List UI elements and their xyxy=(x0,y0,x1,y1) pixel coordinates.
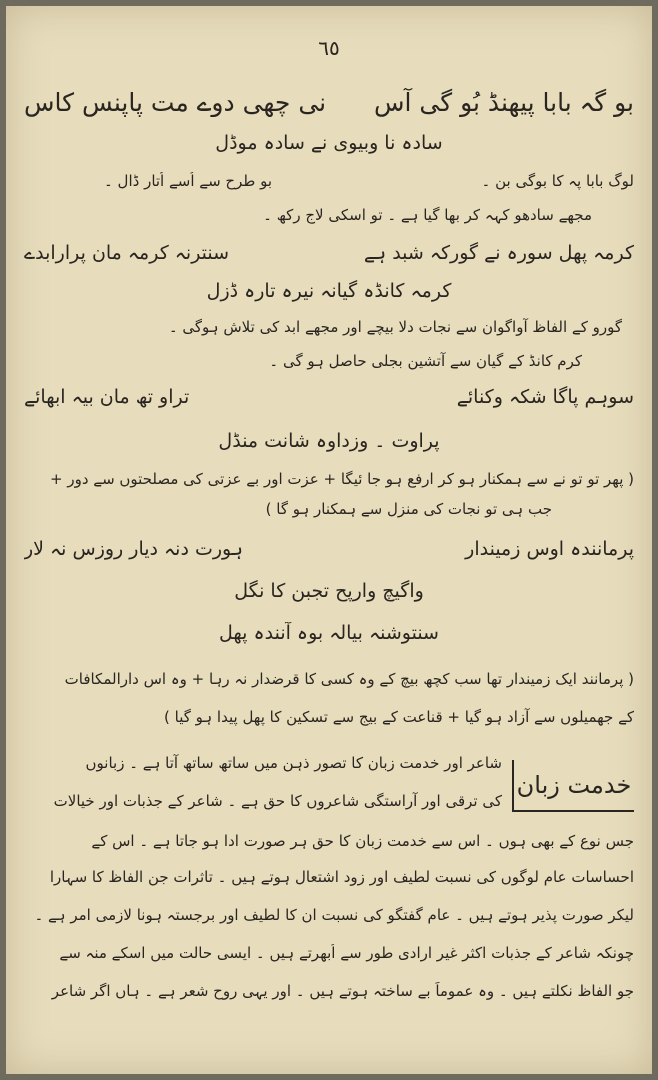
translation-line-17: کے جھمیلوں سے آزاد ہو گیا + قناعت کے بیج سے تسکین کا پھل پیدا ہو گیا ) xyxy=(164,708,634,726)
verse-line-13-left: ہورت دنہ دیار روزس نہ لار xyxy=(24,538,243,560)
verse-line-13 xyxy=(24,538,634,560)
verse-line-14: واگیچ وارپح تجبن کا نگل xyxy=(234,580,424,602)
translation-line-11: ( پھر تو تو نے سے ہمکنار ہو کر ارفع ہو جا ئیگا + عزت اور بے عزتی کی مصلحتوں سے دور + xyxy=(50,470,634,488)
prose-line-22: لیکر صورت پذیر ہوتے ہیں ۔ عام گفتگو کی نسبت ان کا لطیف اور برجستہ ہونا لازمی امر ہے ۔ xyxy=(34,906,634,924)
prose-line-24: جو الفاظ نکلتے ہیں ۔ وہ عموماً بے ساختہ ہوتے ہیں ۔ اور یہی روح شعر ہے ۔ ہاں اگر شاعر xyxy=(51,982,634,1000)
verse-line-10: پراوت ۔ وزداوہ شانت منڈل xyxy=(218,430,440,452)
translation-line-3-left: بو طرح سے اُسے اُتار ڈال ۔ xyxy=(104,172,273,190)
verse-line-9-left: تراو تھ مان بیہ ابھائے xyxy=(24,386,190,408)
verse-line-5-left: سنترنہ کرمہ مان پرارابدے xyxy=(24,242,230,264)
verse-line-13-right: پرمانندہ اوس زمیندار xyxy=(465,538,634,560)
verse-line-1 xyxy=(24,88,634,117)
verse-line-5-right: کرمہ پھل سورہ نے گورکہ شبد ہے xyxy=(363,242,634,264)
verse-line-9-right: سوہم پاگا شکہ وکنائے xyxy=(456,386,634,408)
translation-line-16: ( پرمانند ایک زمیندار تھا سب کچھ بیچ کے وہ کسی کا قرضدار نہ رہا + وہ اس دارالمکافات xyxy=(64,670,634,688)
translation-line-12: جب ہی تو نجات کی منزل سے ہمکنار ہو گا ) xyxy=(265,500,552,518)
translation-line-4: مجھے سادھو کہہ کر بھا گیا ہے ۔ تو اسکی لاج رکھ ۔ xyxy=(263,206,592,224)
verse-line-9 xyxy=(24,386,634,408)
verse-line-1-right: بو گہ بابا پیھنڈ بُو گی آس xyxy=(373,88,634,117)
prose-line-19: کی ترقی اور آراستگی شاعروں کا حق ہے ۔ شاعر کے جذبات اور خیالات xyxy=(53,792,502,810)
translation-line-7: گورو کے الفاظ آواگوان سے نجات دلا بیچے اور مجھے ابد کی تلاش ہوگی ۔ xyxy=(168,318,622,336)
translation-line-3 xyxy=(24,172,634,190)
verse-line-1-left: نی چھی دوے مت پاپنس کاس xyxy=(24,88,327,117)
manuscript-page xyxy=(6,6,652,1074)
prose-line-18: شاعر اور خدمت زبان کا تصور ذہن میں ساتھ ساتھ آتا ہے ۔ زبانوں xyxy=(85,754,502,772)
prose-line-23: چونکہ شاعر کے جذبات اکثر غیر ارادی طور سے اُبھرتے ہیں ۔ ایسی حالت میں اسکے منہ سے xyxy=(59,944,634,962)
verse-line-2: سادہ نا وبیوی نے سادہ موڈل xyxy=(215,132,443,154)
verse-line-5 xyxy=(24,242,634,264)
prose-line-20: جس نوع کے بھی ہوں ۔ اس سے خدمت زبان کا حق ہر صورت ادا ہو جاتا ہے ۔ اس کے xyxy=(91,832,634,850)
verse-line-6: کرمہ کانڈہ گیانہ نیرہ تارہ ڈزل xyxy=(206,280,452,302)
translation-line-3-right: لوگ بابا پہ کا بوگی بن ۔ xyxy=(481,172,634,190)
translation-line-8: کرم کانڈ کے گیان سے آتشین بجلی حاصل ہو گی ۔ xyxy=(269,352,582,370)
verse-line-15: سنتوشنہ بیالہ بوہ آنندہ پھل xyxy=(219,622,439,644)
prose-line-21: احساسات عام لوگوں کی نسبت لطیف اور زود اشتعال ہوتے ہیں ۔ تاثرات جن الفاظ کا سہارا xyxy=(49,868,634,886)
page-number: ٦٥ xyxy=(318,36,340,60)
section-heading: خدمت زبان xyxy=(512,760,634,812)
